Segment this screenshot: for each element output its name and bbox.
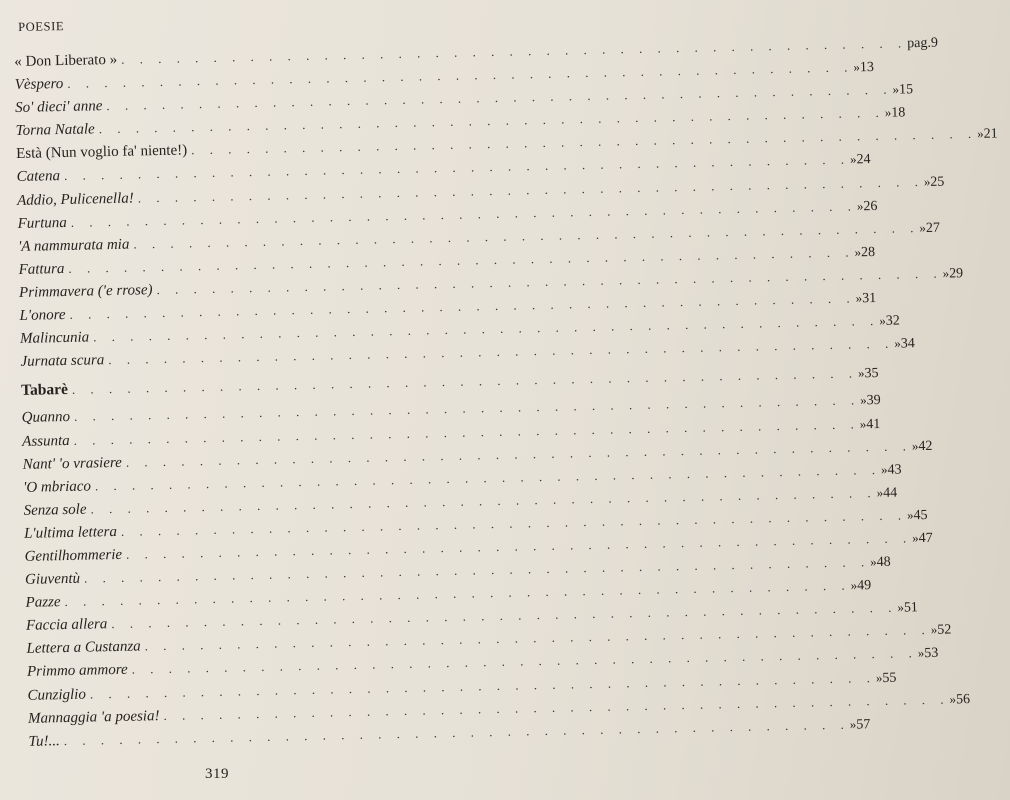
page-number: 56 — [955, 691, 971, 708]
entry-title: « Don Liberato » — [14, 51, 118, 70]
ditto-mark: » — [875, 669, 883, 685]
ditto-mark: » — [884, 104, 892, 121]
ditto-mark: » — [856, 197, 864, 214]
ditto-mark: » — [855, 290, 863, 306]
ditto-mark: » — [879, 312, 886, 329]
entry-title: Està (Nun voglio fa' niente!) — [16, 142, 188, 163]
ditto-mark: » — [930, 622, 938, 638]
ditto-mark: » — [949, 691, 957, 707]
ditto-mark: » — [849, 716, 857, 732]
page-number: 26 — [863, 198, 878, 214]
ditto-mark: » — [859, 415, 867, 431]
page-number: 39 — [866, 393, 881, 409]
page-number: 48 — [876, 554, 891, 571]
entry-title: Malincunia — [19, 329, 90, 348]
entry-title: Primmavera ('e rrose) — [18, 282, 153, 301]
entry-title: Vèspero — [14, 76, 64, 94]
entry-title: Giuventù — [24, 570, 81, 588]
page-number: 28 — [860, 244, 876, 261]
section-header: POESIE — [18, 19, 65, 34]
ditto-mark: » — [923, 173, 931, 189]
page-number: 24 — [856, 152, 871, 168]
ditto-mark: » — [906, 507, 914, 523]
ditto-mark: » — [917, 645, 925, 661]
entry-title: L'onore — [19, 307, 66, 324]
entry-title: Addio, Pulicenella! — [16, 190, 134, 209]
page-number: 41 — [866, 416, 881, 432]
page-number: 43 — [887, 462, 902, 478]
entry-title: Tu!... — [28, 732, 60, 750]
entry-title: Catena — [16, 168, 61, 186]
page-number: 44 — [882, 485, 898, 501]
page-number: 29 — [948, 266, 964, 282]
table-of-contents — [14, 35, 998, 753]
ditto-mark: » — [857, 365, 865, 381]
ditto-mark: » — [859, 392, 867, 408]
entry-title: Furtuna — [17, 214, 67, 232]
page-number: 42 — [918, 438, 933, 454]
page-number: 27 — [925, 220, 941, 236]
entry-title: 'O mbriaco — [22, 478, 92, 496]
entry-title: L'ultima lettera — [23, 523, 118, 542]
ditto-mark: » — [850, 577, 858, 593]
entry-title: 'A nammurata mia — [17, 236, 130, 255]
page-number: 25 — [930, 174, 945, 190]
toc-entry — [20, 365, 879, 402]
folio-page-number: 319 — [205, 766, 229, 782]
ditto-mark: » — [894, 335, 901, 351]
entry-title: Mannaggia 'a poesia! — [27, 707, 160, 727]
ditto-mark: » — [897, 599, 905, 615]
page-number: 18 — [891, 105, 906, 121]
entry-title: Pazze — [25, 594, 61, 612]
entry-title: Jurnata scura — [20, 352, 105, 371]
page-number: 49 — [857, 578, 872, 594]
page-number: 34 — [900, 336, 916, 352]
entry-title: Nant' 'o vrasiere — [22, 454, 123, 473]
entry-title: Tabarè — [20, 381, 69, 400]
entry-title: Torna Natale — [15, 121, 95, 140]
page-number: 32 — [885, 313, 900, 329]
ditto-mark: » — [911, 437, 919, 453]
entry-title: Primmo ammore — [26, 662, 128, 681]
ditto-mark: » — [853, 59, 861, 75]
page-number: 52 — [937, 622, 952, 639]
page-number: 13 — [859, 60, 875, 76]
page-number: 47 — [918, 530, 933, 547]
page-number: 55 — [882, 670, 897, 686]
ditto-mark: » — [892, 81, 900, 97]
ditto-mark: » — [869, 554, 877, 570]
ditto-mark: » — [849, 151, 857, 167]
page-number: 57 — [856, 716, 871, 733]
page-marker: pag. — [907, 35, 932, 52]
ditto-mark: » — [854, 244, 862, 260]
entry-title: So' dieci' anne — [15, 98, 103, 117]
ditto-mark: » — [942, 265, 950, 281]
page-number: 53 — [924, 646, 939, 662]
page-number: 21 — [983, 126, 998, 143]
page-number: 45 — [913, 507, 928, 524]
ditto-mark: » — [977, 126, 984, 142]
entry-title: Lettera a Custanza — [26, 638, 141, 658]
page-number: 9 — [930, 35, 939, 51]
page-number: 31 — [861, 291, 877, 307]
entry-title: Quanno — [21, 409, 71, 427]
entry-title: Faccia allera — [25, 616, 108, 635]
entry-title: Assunta — [22, 432, 70, 450]
page-number: 15 — [898, 82, 914, 98]
page-number: 51 — [903, 600, 919, 616]
page-number: 35 — [864, 366, 879, 382]
entry-title: Cunziglio — [27, 686, 87, 704]
ditto-mark: » — [876, 484, 884, 500]
ditto-mark: » — [911, 530, 919, 546]
ditto-mark: » — [919, 219, 927, 235]
ditto-mark: » — [880, 461, 888, 477]
entry-title: Fattura — [18, 260, 65, 278]
entry-title: Gentilhommerie — [24, 546, 123, 565]
entry-title: Senza sole — [23, 501, 87, 519]
